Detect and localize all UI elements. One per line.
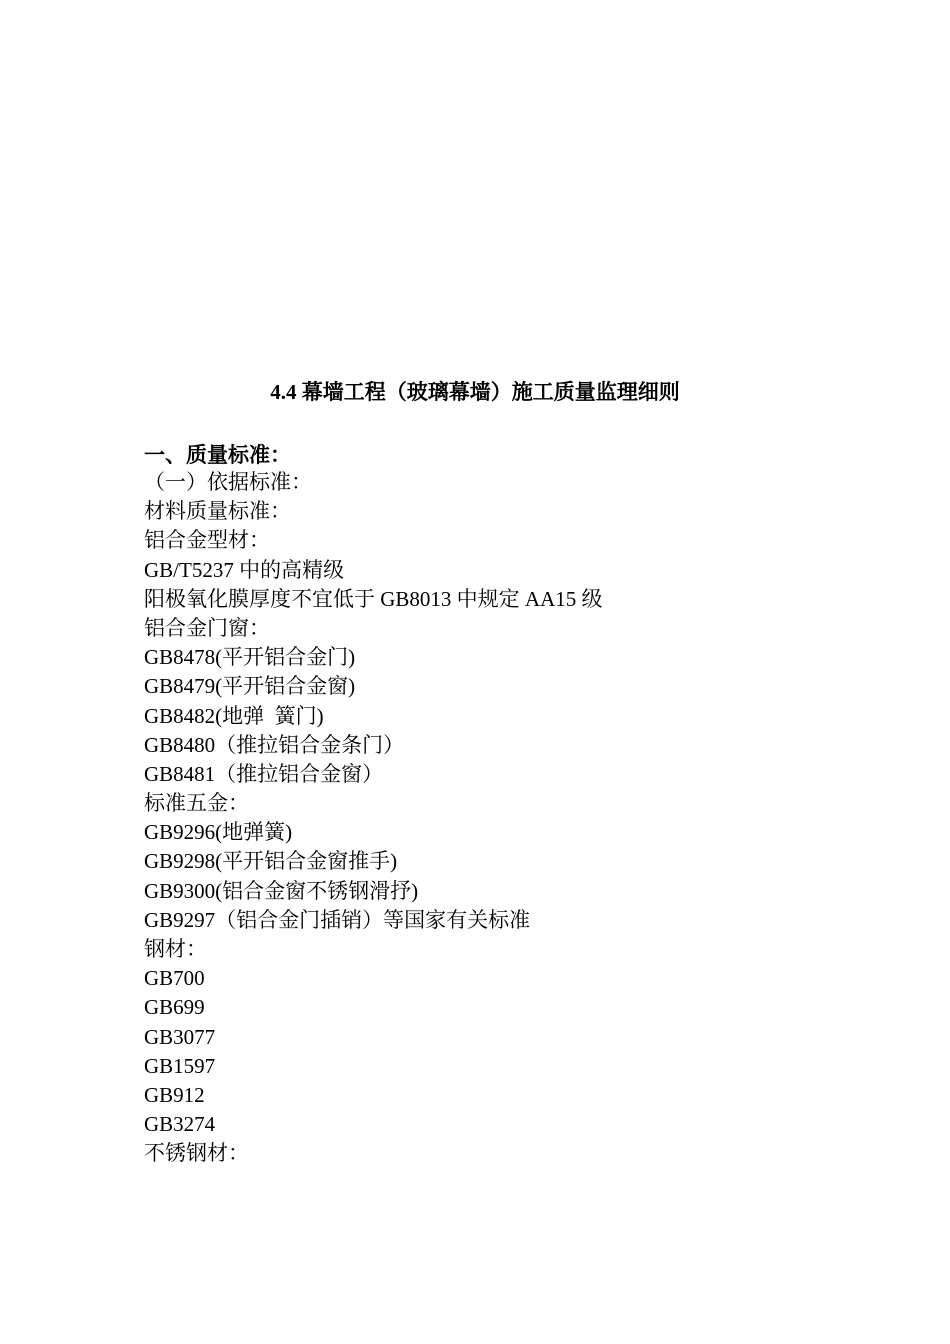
text-line: GB3274 — [144, 1112, 216, 1137]
text-line: GB9300(铝合金窗不锈钢滑抒) — [144, 878, 419, 903]
text-line: GB9298(平开铝合金窗推手) — [144, 849, 398, 874]
text-line: GB8479(平开铝合金窗) — [144, 674, 356, 699]
text-line: 阳极氧化膜厚度不宜低于 GB8013 中规定 AA15 级 — [144, 586, 603, 611]
text-line: GB/T5237 中的高精级 — [144, 557, 345, 582]
document-title: 4.4 幕墙工程（玻璃幕墙）施工质量监理细则 — [270, 380, 680, 404]
text-line: GB699 — [144, 995, 205, 1020]
section-heading: 一、质量标准： — [144, 443, 291, 467]
text-line: 铝合金型材： — [144, 528, 270, 553]
text-line: 材料质量标准： — [144, 499, 291, 524]
text-line: 钢材： — [144, 937, 207, 961]
text-line: 不锈钢材： — [144, 1141, 249, 1166]
text-line: GB9296(地弹簧) — [144, 820, 293, 845]
text-line: GB8480（推拉铝合金条门） — [144, 732, 405, 757]
text-line: 铝合金门窗： — [144, 615, 270, 640]
text-line: （一）依据标准： — [144, 470, 312, 494]
text-line: 标准五金： — [144, 791, 249, 816]
text-line: GB8482(地弹 簧门) — [144, 703, 324, 728]
body-text — [144, 468, 844, 1169]
text-line: GB3077 — [144, 1024, 216, 1049]
text-line: GB8478(平开铝合金门) — [144, 645, 356, 670]
text-line: GB9297（铝合金门插销）等国家有关标准 — [144, 907, 531, 932]
text-line: GB8481（推拉铝合金窗） — [144, 761, 384, 786]
text-line: GB912 — [144, 1082, 205, 1107]
text-line: GB700 — [144, 966, 205, 991]
text-line: GB1597 — [144, 1053, 216, 1078]
